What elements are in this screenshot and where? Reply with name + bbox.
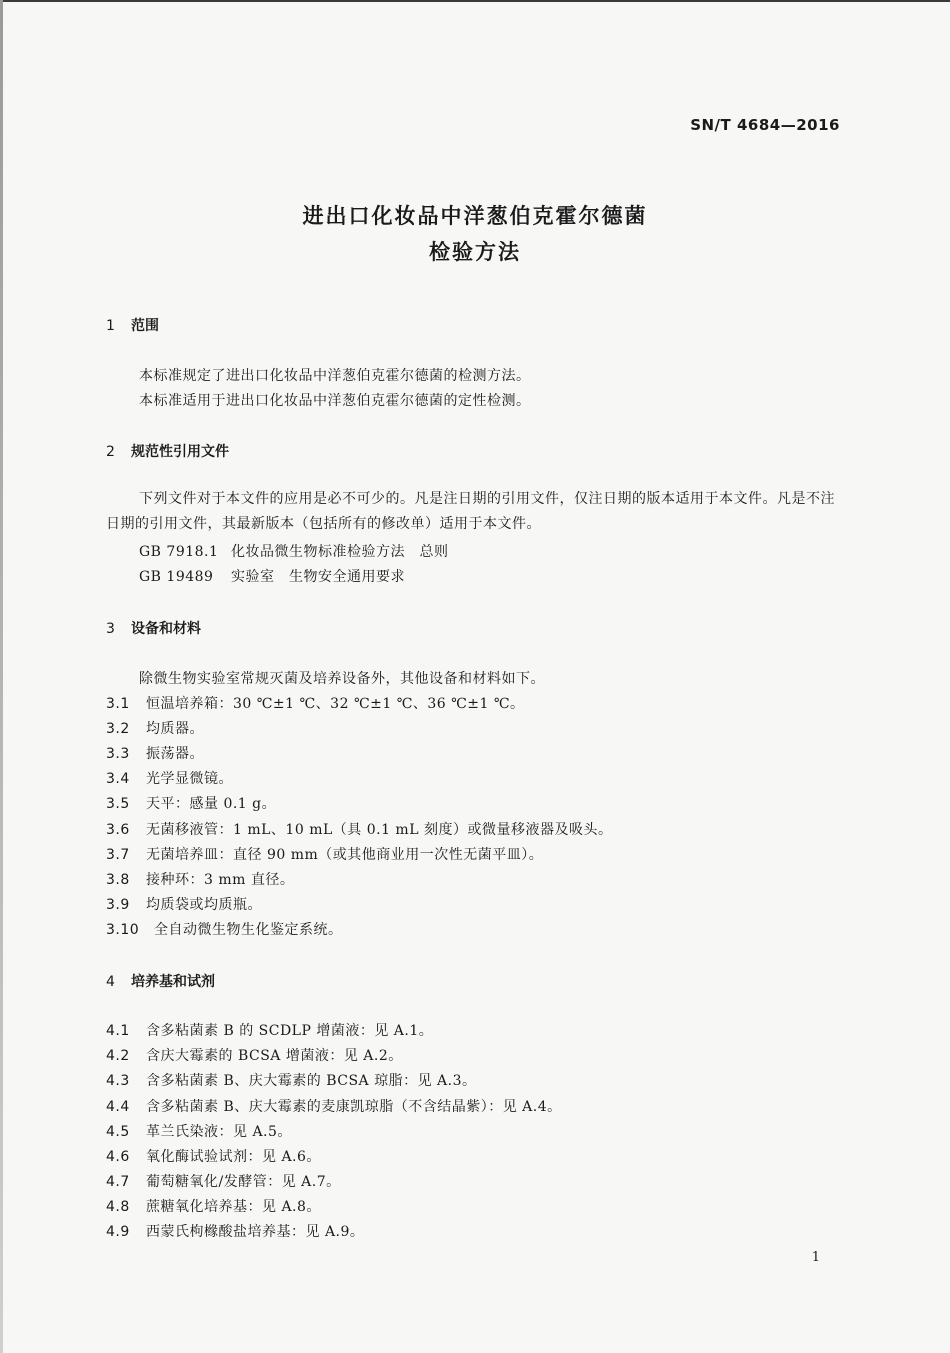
document-title-line2: 检验方法 (429, 240, 521, 264)
list-item: 3.2 均质器。 (106, 721, 204, 737)
list-item: 3.1 恒温培养箱：30 ℃±1 ℃、32 ℃±1 ℃、36 ℃±1 ℃。 (106, 696, 525, 712)
list-item: 4.7 葡萄糖氧化/发酵管：见 A.7。 (106, 1174, 341, 1190)
reference-item: GB 7918.1 化妆品微生物标准检验方法 总则 (139, 544, 449, 560)
section-heading: 2 规范性引用文件 (106, 444, 229, 460)
paragraph: 本标准规定了进出口化妆品中洋葱伯克霍尔德菌的检测方法。 (139, 368, 531, 384)
section-heading: 1 范围 (106, 318, 159, 334)
list-item: 4.8 蔗糖氧化培养基：见 A.8。 (106, 1199, 321, 1215)
document-title: 进出口化妆品中洋葱伯克霍尔德菌 (302, 204, 648, 228)
list-item: 3.9 均质袋或均质瓶。 (106, 897, 262, 913)
list-item: 3.6 无菌移液管：1 mL、10 mL（具 0.1 mL 刻度）或微量移液器及吸头。 (106, 822, 613, 838)
list-item: 4.2 含庆大霉素的 BCSA 增菌液：见 A.2。 (106, 1048, 403, 1064)
list-item: 4.9 西蒙氏枸橼酸盐培养基：见 A.9。 (106, 1224, 365, 1240)
list-item: 4.5 革兰氏染液：见 A.5。 (106, 1124, 292, 1140)
list-item: 4.3 含多粘菌素 B、庆大霉素的 BCSA 琼脂：见 A.3。 (106, 1073, 477, 1089)
paragraph: 本标准适用于进出口化妆品中洋葱伯克霍尔德菌的定性检测。 (139, 393, 531, 409)
paragraph: 除微生物实验室常规灭菌及培养设备外，其他设备和材料如下。 (139, 671, 545, 687)
page-number: 1 (811, 1250, 820, 1265)
list-item: 4.1 含多粘菌素 B 的 SCDLP 增菌液：见 A.1。 (106, 1023, 434, 1039)
list-item: 3.4 光学显微镜。 (106, 771, 233, 787)
list-item: 3.3 振荡器。 (106, 746, 204, 762)
section-heading: 4 培养基和试剂 (106, 974, 215, 990)
list-item: 4.6 氧化酶试验试剂：见 A.6。 (106, 1149, 321, 1165)
paragraph: 下列文件对于本文件的应用是必不可少的。凡是注日期的引用文件，仅注日期的版本适用于本文件。凡是不注日期的引用文件，其最新版本（包括所有的修改单）适用于本文件。 (106, 491, 835, 532)
section-heading: 3 设备和材料 (106, 621, 201, 637)
list-item: 3.8 接种环：3 mm 直径。 (106, 872, 295, 888)
list-item: 4.4 含多粘菌素 B、庆大霉素的麦康凯琼脂（不含结晶紫）：见 A.4。 (106, 1099, 562, 1115)
list-item: 3.7 无菌培养皿：直径 90 mm（或其他商业用一次性无菌平皿）。 (106, 847, 544, 863)
list-item: 3.10 全自动微生物生化鉴定系统。 (106, 922, 343, 938)
reference-item: GB 19489 实验室 生物安全通用要求 (139, 569, 405, 585)
list-item: 3.5 天平：感量 0.1 g。 (106, 796, 277, 812)
standard-code: SN/T 4684—2016 (690, 116, 840, 134)
scan-edge (0, 0, 950, 2)
